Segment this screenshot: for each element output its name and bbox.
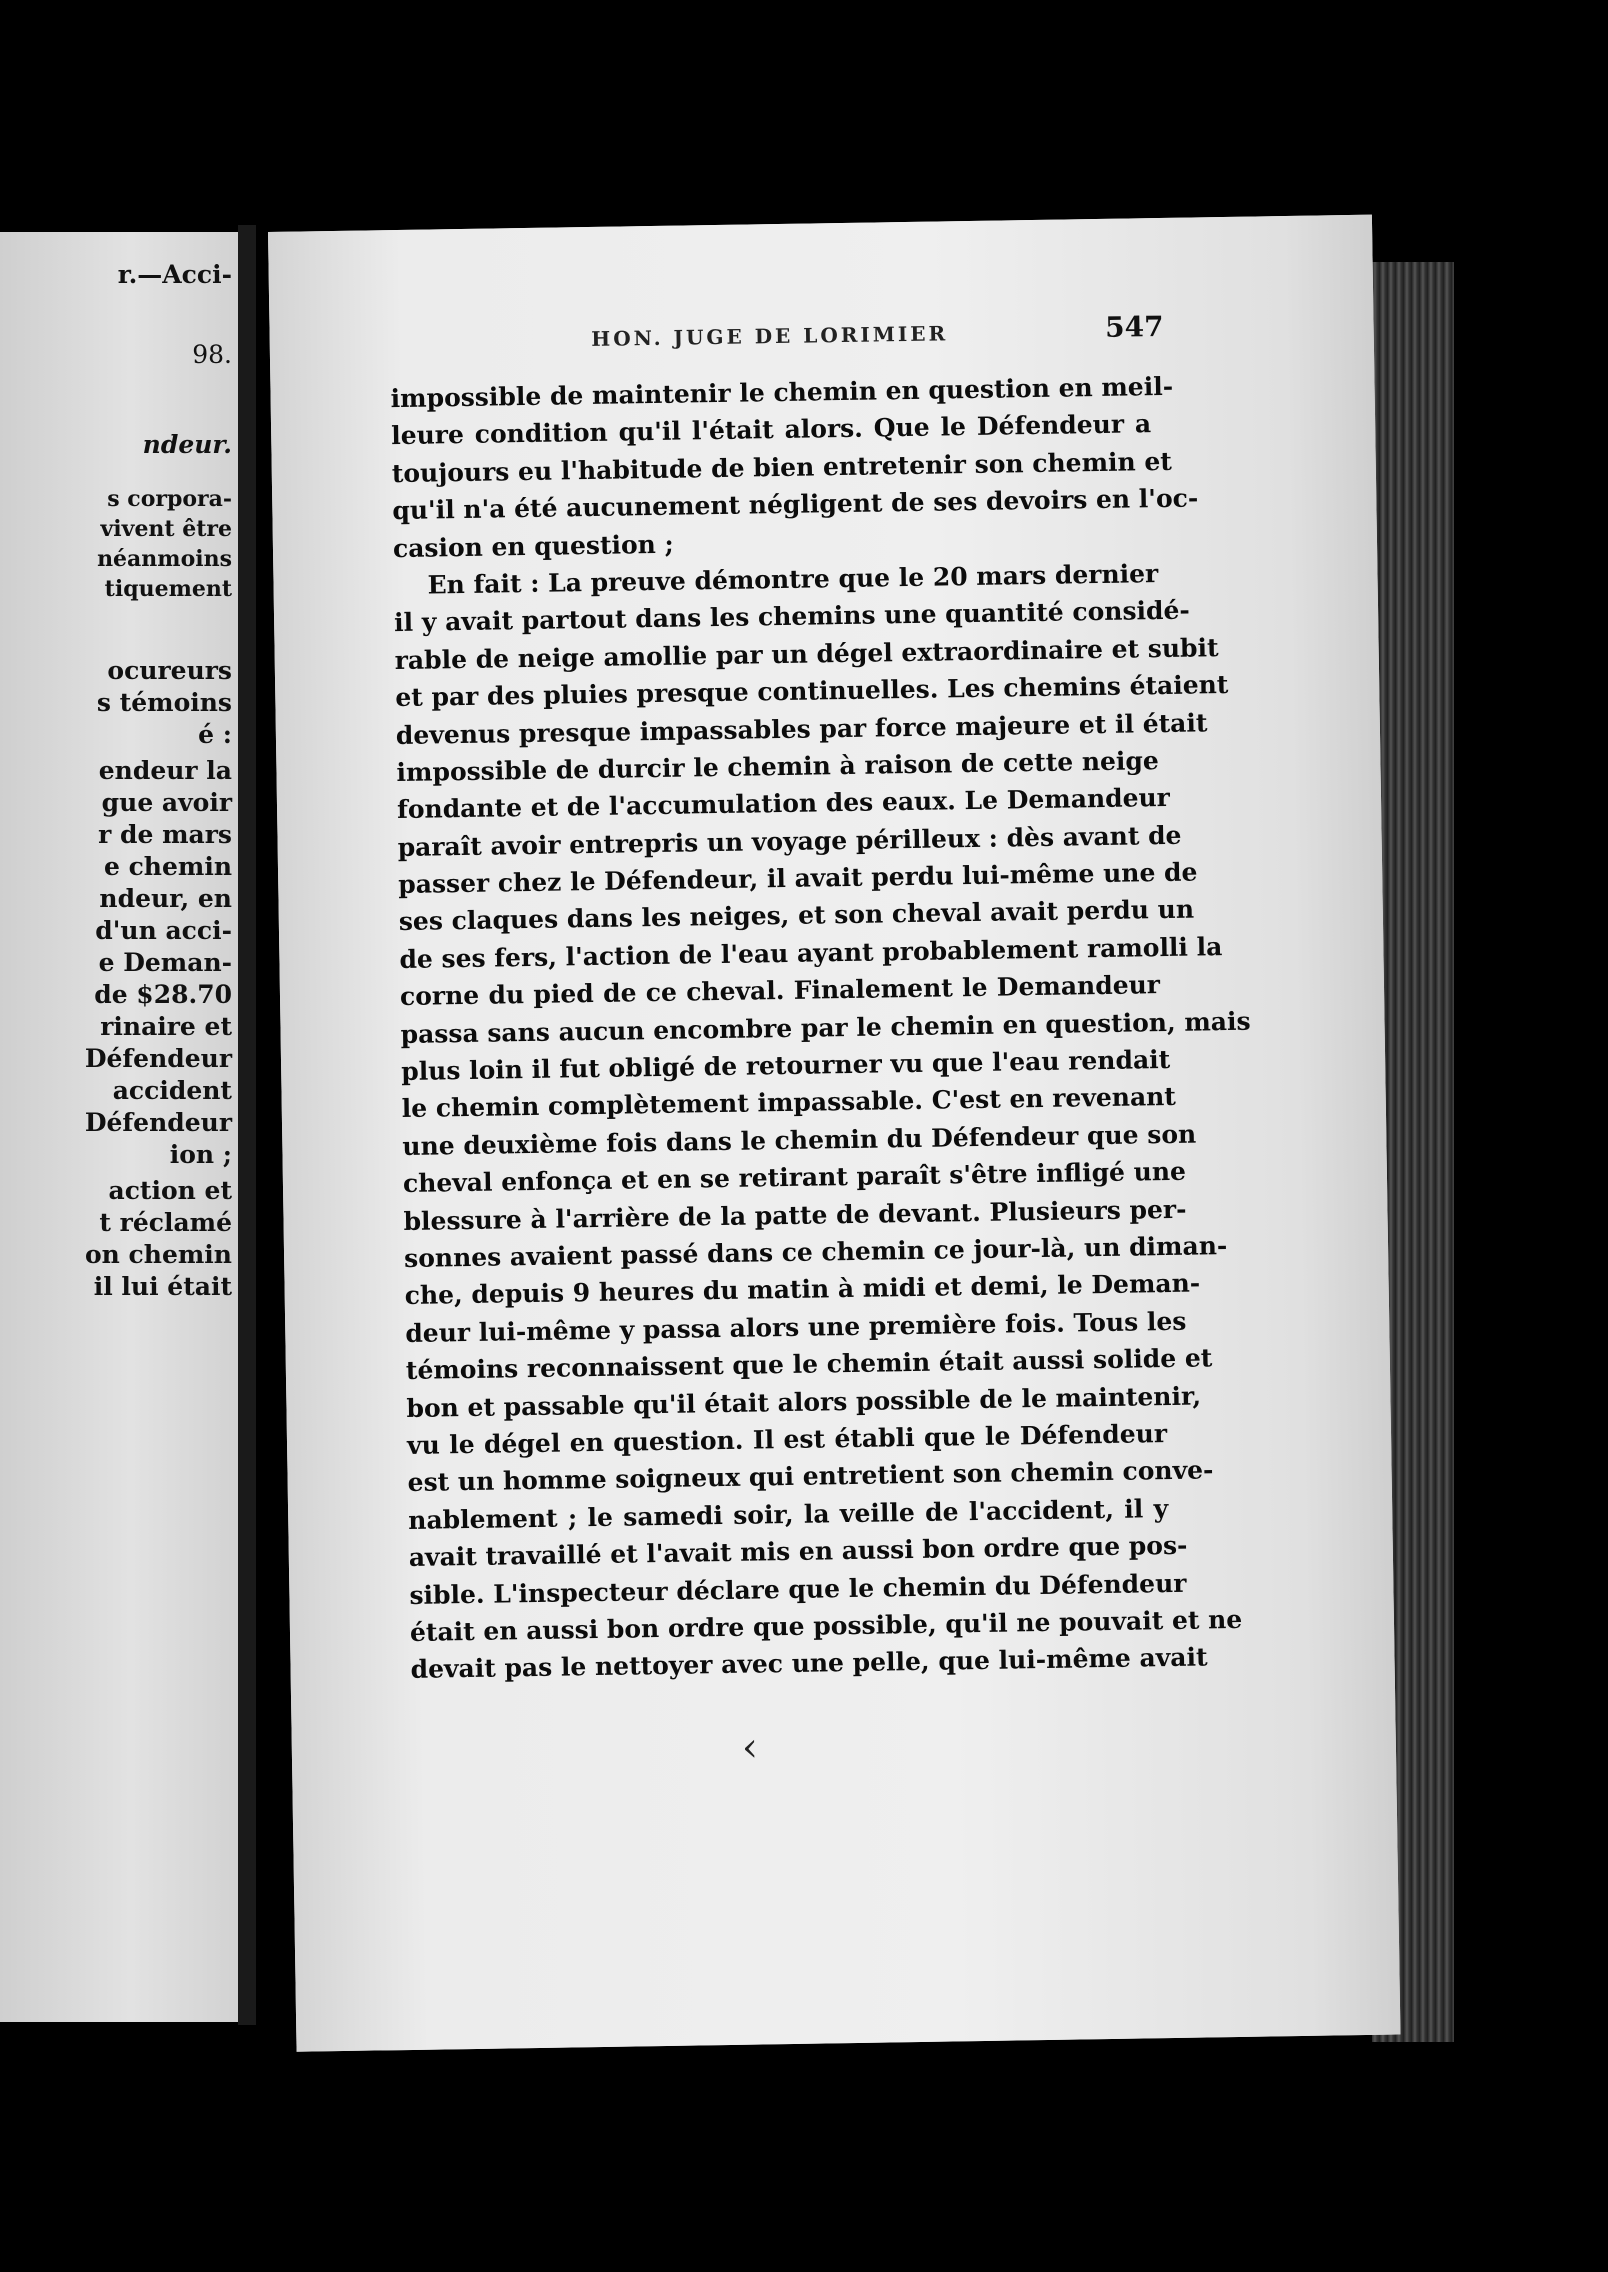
text-line: témoins reconnaissent que le chemin était aussi solide et (405, 1343, 1213, 1386)
text-line: casion en question ; (392, 529, 674, 563)
text-line: et par des pluies presque continuelles. Les chemins étaient (395, 670, 1229, 713)
text-line: qu'il n'a été aucunement négligent de ses devoirs en l'oc- (392, 483, 1199, 526)
text-line: paraît avoir entrepris un voyage périlleux : dès avant de (397, 820, 1182, 862)
running-head: HON. JUGE DE LORIMIER (591, 321, 949, 351)
text-line: En fait : La preuve démontre que le 20 mars dernier (427, 559, 1159, 600)
left-page-line: e chemin (103, 852, 232, 881)
text-line: rable de neige amollie par un dégel extraordinaire et subit (394, 632, 1219, 675)
text-line: est un homme soigneux qui entretient son chemin conve- (407, 1455, 1214, 1498)
left-page-line: il lui était (93, 1272, 232, 1301)
text-line: corne du pied de ce cheval. Finalement le Demandeur (399, 970, 1161, 1012)
text-line: plus loin il fut obligé de retourner vu que l'eau rendait (400, 1044, 1171, 1087)
text-line: vu le dégel en question. Il est établi que le Défendeur (406, 1418, 1168, 1460)
text-line: toujours eu l'habitude de bien entretenir son chemin et (391, 446, 1173, 488)
left-page-line: endeur la (98, 756, 232, 785)
text-line: une deuxième fois dans le chemin du Défendeur que son (402, 1119, 1197, 1161)
left-page-line: de $28.70 (94, 980, 232, 1009)
left-page-line: ion ; (169, 1140, 232, 1169)
book-gutter (238, 225, 256, 2025)
text-line: devait pas le nettoyer avec une pelle, que lui-même avait (410, 1642, 1208, 1685)
left-page-line: action et (108, 1176, 232, 1205)
ink-smudge-mark: ‹ (741, 1724, 759, 1771)
left-page-line: vivent être (100, 516, 232, 542)
current-page (268, 215, 1400, 2052)
text-line: il y avait partout dans les chemins une quantité considé- (393, 595, 1191, 638)
text-line: passa sans aucun encombre par le chemin en question, mais (400, 1006, 1251, 1049)
text-line: bon et passable qu'il était alors possible de le maintenir, (406, 1381, 1202, 1423)
body-text (390, 368, 1251, 1688)
left-page-line: t réclamé (99, 1208, 232, 1237)
text-line: ses claques dans les neiges, et son cheval avait perdu un (398, 895, 1195, 937)
text-line: che, depuis 9 heures du matin à midi et demi, le Deman- (404, 1268, 1201, 1311)
left-page-line: on chemin (85, 1240, 232, 1269)
left-page-line: rinaire et (100, 1012, 232, 1041)
text-line: nablement ; le samedi soir, la veille de l'accident, il y (408, 1493, 1169, 1535)
page-number: 547 (1104, 309, 1164, 344)
text-line: de ses fers, l'action de l'eau ayant probablement ramolli la (399, 931, 1223, 974)
text-line: devenus presque impassables par force majeure et il était (395, 707, 1208, 750)
previous-page-fragment (0, 232, 238, 2022)
text-line: avait travaillé et l'avait mis en aussi bon ordre que pos- (408, 1530, 1188, 1573)
text-line: le chemin complètement impassable. C'est en revenant (401, 1082, 1177, 1124)
text-line: fondante et de l'accumulation des eaux. Le Demandeur (396, 783, 1171, 825)
text-line: impossible de durcir le chemin à raison de cette neige (396, 745, 1160, 787)
text-line: passer chez le Défendeur, il avait perdu lui-même une de (398, 857, 1198, 900)
left-page-line: d'un acci- (95, 916, 232, 945)
left-page-line: accident (112, 1076, 232, 1105)
text-line: sonnes avaient passé dans ce chemin ce jour-là, un diman- (403, 1231, 1228, 1273)
text-line: impossible de maintenir le chemin en question en meil- (390, 371, 1174, 414)
left-page-line: r.—Acci- (117, 260, 232, 289)
left-page-line: ndeur, en (99, 884, 232, 913)
left-page-line: é : (198, 720, 232, 749)
left-page-line: Défendeur (84, 1108, 232, 1137)
left-page-line: s témoins (96, 688, 232, 717)
left-page-line: r de mars (98, 820, 232, 849)
left-page-line: ndeur. (142, 430, 232, 459)
left-page-line: s corpora- (107, 486, 232, 512)
left-page-line: 98. (192, 340, 232, 369)
left-page-line: tiquement (104, 576, 232, 602)
text-line: sible. L'inspecteur déclare que le chemin du Défendeur (409, 1568, 1187, 1610)
left-page-line: néanmoins (97, 546, 232, 572)
text-line: blessure à l'arrière de la patte de devant. Plusieurs per- (403, 1194, 1187, 1236)
left-page-line: e Deman- (98, 948, 232, 977)
text-line: deur lui-même y passa alors une première fois. Tous les (405, 1306, 1187, 1348)
left-page-line: Défendeur (84, 1044, 232, 1073)
text-line: cheval enfonça et en se retirant paraît s'être infligé une (402, 1156, 1187, 1199)
left-page-line: ocureurs (107, 656, 232, 685)
text-line: leure condition qu'il l'était alors. Que le Défendeur a (390, 409, 1152, 451)
text-line: était en aussi bon ordre que possible, qu'il ne pouvait et ne (409, 1604, 1243, 1647)
left-page-line: gue avoir (101, 788, 232, 817)
